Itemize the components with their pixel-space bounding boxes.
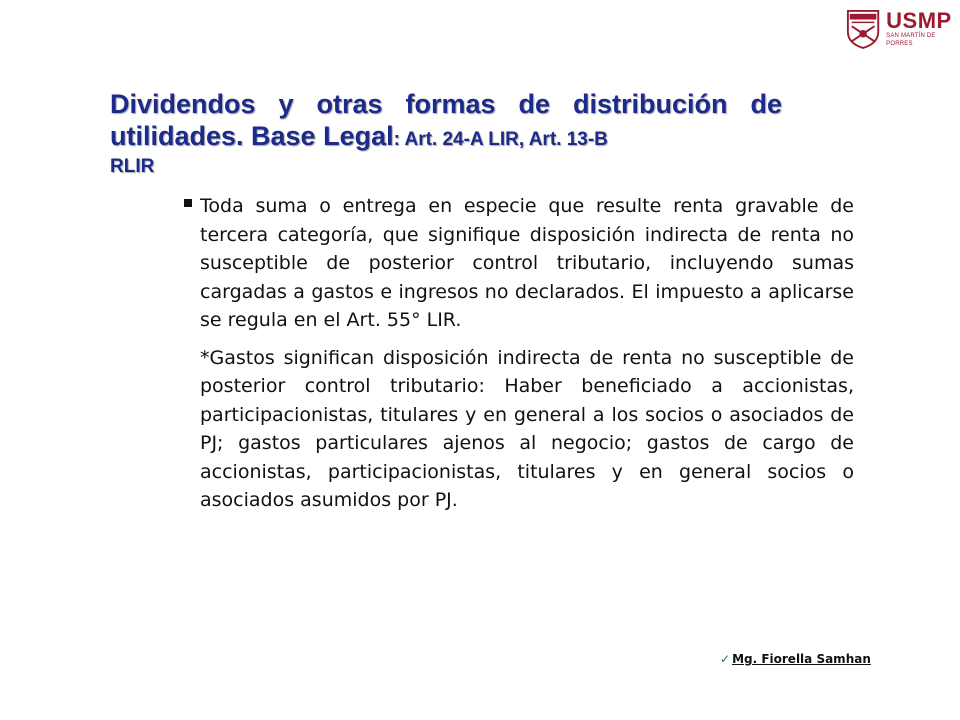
title-main: Dividendos y otras formas de distribución de utilidades. Base Legal [110,89,782,151]
paragraph-2: *Gastos significan disposición indirecta de renta no susceptible de posterior control tributario: Haber beneficiado a accionistas, participacionistas, titulares y en general a los socios o asociados de PJ; gastos particulares ajenos al negocio; gastos de cargo de accionistas, participacionistas, titulares y en general socios o asociados asumidos por PJ. [200,346,854,511]
paragraph-1: Toda suma o entrega en especie que resulte renta gravable de tercera categoría, que signifique disposición indirecta de renta no susceptible de posterior control tributario, incluyendo sumas cargadas a gastos e ingresos no declarados. El impuesto a aplicarse se regula en el Art. 55° LIR. [200,195,854,331]
square-bullet-icon [184,199,192,207]
university-seal-icon [846,8,880,50]
slide-title [110,88,782,178]
title-legal-ref: : Art. 24-A LIR, Art. 13-B [393,129,608,150]
logo-name: USMP [886,8,952,33]
title-legal-ref-cont: RLIR [110,156,155,177]
author-name: Mg. Fiorella Samhan [732,652,871,666]
checkmark-icon: ✓ [720,652,731,666]
logo-subtitle: SAN MARTÍN DE PORRES [886,33,936,47]
author-credit [720,652,871,666]
logo-text [886,10,960,48]
usmp-logo [846,8,960,50]
slide-body [200,192,854,515]
